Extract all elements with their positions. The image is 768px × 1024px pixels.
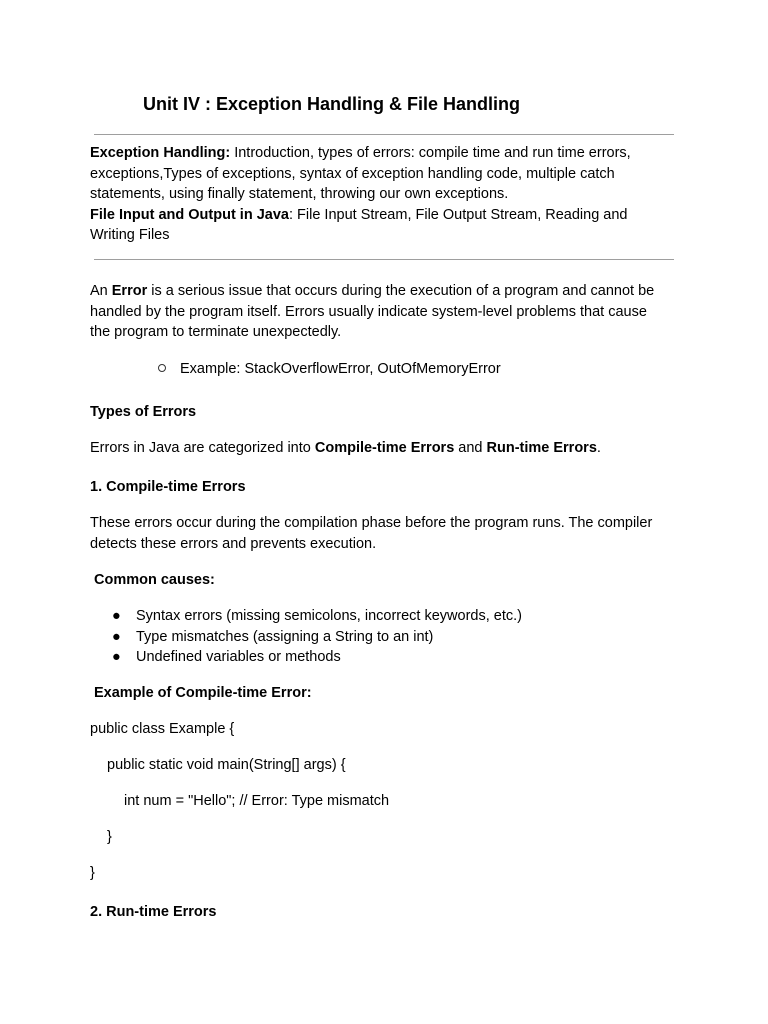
code-line-5: } <box>90 865 95 881</box>
divider-bottom <box>94 259 674 260</box>
syllabus-line-1 <box>90 143 690 164</box>
page-title: Unit IV : Exception Handling & File Handling <box>143 94 521 114</box>
types-of-errors-heading <box>90 402 690 423</box>
compile-time-heading <box>90 477 690 498</box>
error-example-text: Example: StackOverflowError, OutOfMemoryError <box>180 361 501 377</box>
intro-line-3: the program to terminate unexpectedly. <box>90 324 342 341</box>
syllabus-line-3: statements, using finally statement, throwing our own exceptions. <box>90 186 509 203</box>
section-heading: 1. Compile-time Errors <box>90 479 246 495</box>
list-item-text: Syntax errors (missing semicolons, incorrect keywords, etc.) <box>136 608 522 624</box>
bullet-icon: ● <box>112 649 121 666</box>
syllabus-line-2: exceptions,Types of exceptions, syntax of exception handling code, multiple catch <box>90 165 615 182</box>
compile-line-2: detects these errors and prevents execution. <box>90 535 377 552</box>
types-text: Errors in Java are categorized into <box>90 440 315 456</box>
intro-line-2: handled by the program itself. Errors usually indicate system-level problems that cause <box>90 303 647 320</box>
section-heading: Types of Errors <box>90 404 197 420</box>
types-of-errors-text <box>90 438 690 459</box>
error-intro-paragraph <box>90 281 690 343</box>
code-line-4: } <box>107 829 112 845</box>
compile-example-heading <box>94 683 694 704</box>
code-line-3: int num = "Hello"; // Error: Type mismatch <box>124 793 390 809</box>
syllabus-line-5: Writing Files <box>90 227 170 244</box>
list-item <box>112 647 712 668</box>
compile-time-paragraph <box>90 513 690 554</box>
compile-line-1: These errors occur during the compilation phase before the program runs. The compiler <box>90 515 653 531</box>
run-time-term: Run-time Errors <box>486 440 597 456</box>
syllabus-text: : File Input Stream, File Output Stream, Reading and <box>288 206 628 223</box>
error-example-item <box>158 359 501 380</box>
divider-top <box>94 134 674 135</box>
causes-list <box>112 606 712 668</box>
compile-time-term: Compile-time Errors <box>314 440 455 456</box>
syllabus-line-4 <box>90 205 690 226</box>
list-item-text: Undefined variables or methods <box>136 649 341 666</box>
intro-text: is a serious issue that occurs during the execution of a program and cannot be <box>147 283 655 299</box>
syllabus-text: Introduction, types of errors: compile time and run time errors, <box>230 145 631 161</box>
bullet-icon: ● <box>112 608 121 624</box>
types-text: . <box>596 440 601 456</box>
bullet-icon: ● <box>112 628 121 645</box>
circle-bullet-icon <box>158 364 166 372</box>
run-time-heading <box>90 902 690 923</box>
common-causes-heading <box>94 570 694 591</box>
intro-text: An <box>90 283 112 299</box>
exception-handling-heading: Exception Handling: <box>90 145 231 161</box>
subsection-heading: Example of Compile-time Error: <box>94 685 312 701</box>
code-line-2: public static void main(String[] args) { <box>107 757 346 773</box>
list-item <box>112 606 712 627</box>
list-item-text: Type mismatches (assigning a String to an int) <box>136 628 434 645</box>
types-text: and <box>454 440 487 456</box>
intro-line-1 <box>90 281 690 302</box>
file-io-heading: File Input and Output in Java <box>90 206 289 223</box>
list-item <box>112 627 712 648</box>
syllabus-block <box>90 143 690 246</box>
section-heading: 2. Run-time Errors <box>90 904 217 920</box>
code-line-1: public class Example { <box>90 721 235 737</box>
subsection-heading: Common causes: <box>94 572 215 588</box>
error-term: Error <box>111 283 148 299</box>
